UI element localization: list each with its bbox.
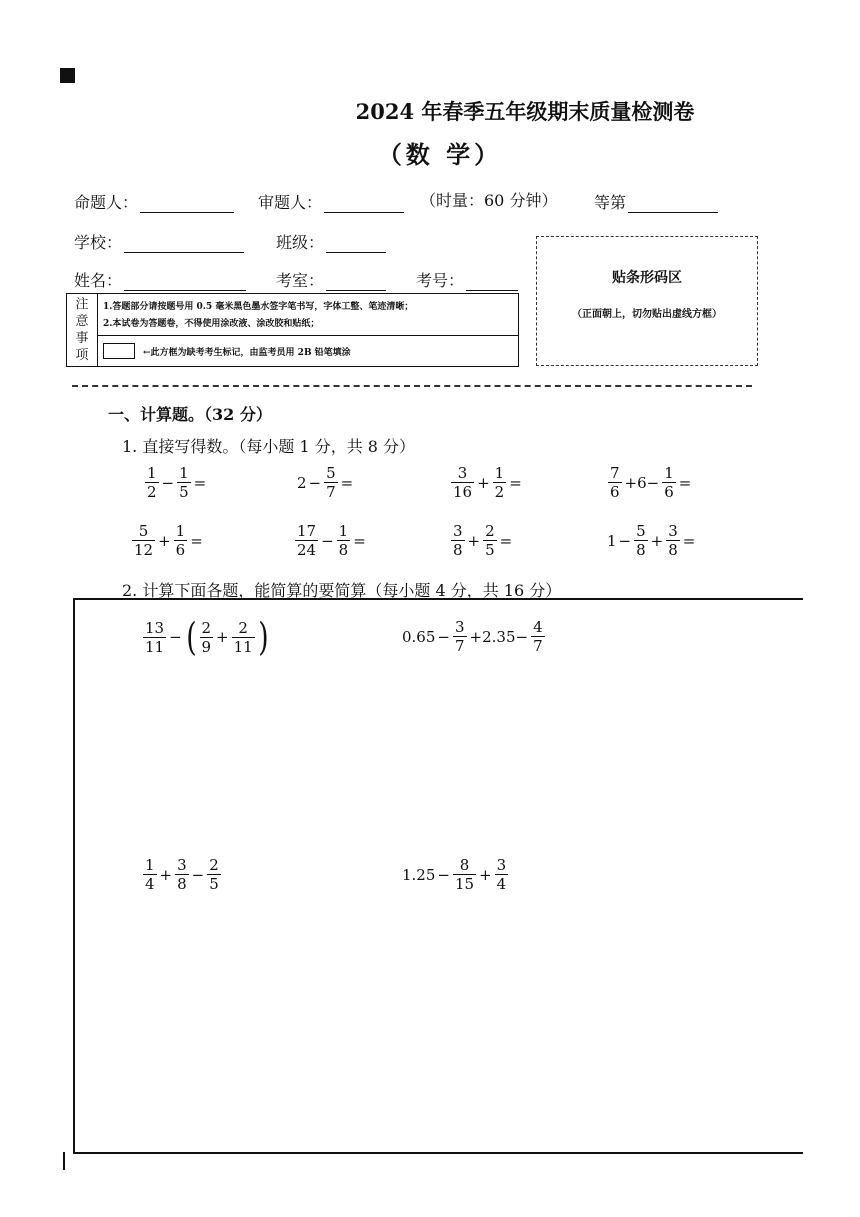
fraction — [666, 522, 680, 559]
numerator: 3 — [177, 856, 187, 874]
fraction — [493, 464, 507, 501]
numerator: 1 — [664, 464, 674, 482]
operator: − — [437, 627, 450, 646]
q1-expr — [607, 522, 697, 559]
numerator: 2 — [485, 522, 495, 540]
fraction — [177, 464, 191, 501]
q1-expr — [450, 522, 514, 559]
denominator: 15 — [454, 875, 475, 893]
school-label: 学校： — [74, 233, 123, 252]
fraction — [483, 522, 497, 559]
q1-expr — [450, 464, 524, 501]
numerator: 2 — [201, 618, 212, 637]
numerator: 8 — [459, 856, 470, 874]
denominator: 4 — [496, 875, 507, 893]
denominator: 8 — [338, 541, 349, 559]
notice-char: 注 — [75, 297, 89, 312]
name-label: 姓名： — [74, 271, 123, 290]
q1-expr — [607, 464, 693, 501]
q1-expr — [297, 464, 355, 501]
numerator: 5 — [636, 522, 646, 540]
absent-mark-box[interactable] — [103, 343, 135, 359]
notice-char: 事 — [75, 331, 89, 346]
notice-box — [66, 293, 519, 367]
operator: + — [159, 865, 173, 884]
setter-label: 命题人： — [74, 193, 139, 212]
operator: + — [479, 865, 492, 884]
number: 1.25 — [402, 865, 436, 884]
numerator: 1 — [175, 522, 186, 540]
reviewer-field — [258, 190, 404, 213]
number-field — [416, 268, 518, 291]
operator: = — [190, 531, 203, 550]
numerator: 4 — [533, 618, 543, 636]
question-2-title: 2. 计算下面各题，能简算的要简算（每小题 4 分，共 16 分） — [122, 581, 562, 600]
numerator: 13 — [145, 618, 165, 637]
operator: +6− — [624, 473, 660, 492]
operator: = — [340, 473, 354, 492]
name-blank[interactable] — [124, 276, 246, 291]
numerator: 3 — [454, 618, 465, 636]
fraction — [143, 619, 166, 656]
barcode-subtitle: （正面朝上，切勿贴出虚线方框） — [572, 309, 722, 320]
operator: = — [682, 531, 696, 550]
fraction — [295, 522, 318, 559]
notice-line-1: 1.答题部分请按题号用 0.5 毫米黑色墨水签字笔书写，字体工整、笔迹清晰； — [103, 302, 414, 312]
numerator: 3 — [453, 522, 463, 540]
notice-side-label — [67, 294, 98, 366]
operator: − — [308, 473, 322, 492]
fraction — [634, 522, 648, 559]
time-label: （时量：60 分钟） — [420, 191, 558, 210]
school-blank[interactable] — [124, 238, 244, 253]
denominator: 8 — [177, 875, 187, 893]
class-field — [276, 230, 386, 253]
notice-char: 项 — [75, 348, 89, 363]
numerator: 2 — [238, 618, 248, 637]
notice-char: 意 — [75, 314, 89, 329]
barcode-title: 贴条形码区 — [612, 270, 682, 286]
numerator: 7 — [610, 464, 620, 482]
fraction — [453, 856, 476, 893]
q2-expr — [402, 618, 546, 655]
parenthesis: ( — [185, 615, 197, 659]
fraction — [453, 618, 467, 655]
denominator: 8 — [453, 541, 463, 559]
time-field — [420, 188, 557, 211]
cut-line — [72, 385, 752, 387]
notice-line-2: 2.本试卷为答题卷，不得使用涂改液、涂改胶和贴纸； — [103, 319, 320, 329]
denominator: 6 — [175, 541, 186, 559]
numerator: 3 — [496, 856, 507, 874]
operator: − — [191, 865, 205, 884]
room-blank[interactable] — [326, 276, 386, 291]
denominator: 8 — [636, 541, 646, 559]
operator: + — [477, 473, 490, 492]
denominator: 6 — [610, 483, 620, 501]
fraction — [531, 618, 545, 655]
operator: + — [158, 531, 171, 550]
exam-subject: （数 学） — [377, 140, 503, 169]
denominator: 8 — [668, 541, 678, 559]
parenthesis: ) — [257, 615, 269, 659]
operator: = — [193, 473, 207, 492]
operator: = — [678, 473, 692, 492]
fraction — [207, 856, 221, 893]
grade-field — [594, 190, 718, 213]
operator: + — [467, 531, 481, 550]
class-blank[interactable] — [326, 238, 386, 253]
fraction — [132, 522, 155, 559]
denominator: 7 — [326, 483, 336, 501]
number: 0.65 — [402, 627, 436, 646]
numerator: 1 — [179, 464, 189, 482]
denominator: 7 — [533, 637, 543, 655]
q1-expr — [144, 464, 208, 501]
fraction — [495, 856, 509, 893]
operator: − — [321, 531, 334, 550]
q1-expr — [294, 522, 368, 559]
fraction — [143, 856, 157, 893]
operator: − — [161, 473, 175, 492]
q1-expr — [131, 522, 205, 559]
room-label: 考室： — [276, 271, 325, 290]
notice-divider — [97, 335, 518, 336]
school-field — [74, 230, 244, 253]
fraction — [451, 464, 474, 501]
exam-title: 2024 年春季五年级期末质量检测卷 — [355, 99, 695, 124]
section-1-title: 一、计算题。（32 分） — [108, 405, 272, 424]
denominator: 2 — [147, 483, 157, 501]
q2-expr — [142, 615, 271, 659]
denominator: 11 — [145, 637, 165, 656]
denominator: 4 — [145, 875, 155, 893]
numerator: 1 — [494, 464, 505, 482]
grade-blank[interactable] — [628, 198, 718, 213]
notice-line-3: ←此方框为缺考考生标记，由监考员用 2B 铅笔填涂 — [143, 347, 351, 358]
numerator: 5 — [138, 522, 149, 540]
numerator: 1 — [145, 856, 155, 874]
denominator: 2 — [494, 483, 505, 501]
number-label: 考号： — [416, 271, 465, 290]
bottom-margin-mark — [63, 1152, 65, 1170]
fraction — [451, 522, 465, 559]
grade-label: 等第 — [594, 193, 627, 212]
setter-blank[interactable] — [140, 198, 234, 213]
operator: + — [650, 531, 664, 550]
denominator: 7 — [454, 637, 465, 655]
fraction — [174, 522, 188, 559]
denominator: 5 — [485, 541, 495, 559]
numerator: 3 — [668, 522, 678, 540]
fraction — [337, 522, 351, 559]
denominator: 9 — [201, 637, 212, 656]
number: 1 — [607, 531, 617, 550]
operator: − — [618, 531, 632, 550]
fraction — [175, 856, 189, 893]
operator: − — [169, 628, 182, 646]
numerator: 17 — [297, 522, 317, 540]
q2-expr — [402, 856, 509, 893]
number: 2 — [297, 473, 307, 492]
numerator: 5 — [326, 464, 336, 482]
denominator: 16 — [453, 483, 473, 501]
room-field — [276, 268, 386, 291]
question-1-title: 1. 直接写得数。（每小题 1 分，共 8 分） — [122, 437, 416, 456]
absent-mark-row — [97, 343, 518, 359]
q2-expr — [142, 856, 222, 893]
barcode-area — [536, 236, 758, 366]
denominator: 6 — [664, 483, 674, 501]
fraction — [662, 464, 676, 501]
fraction — [324, 464, 338, 501]
operator: = — [509, 473, 522, 492]
denominator: 24 — [297, 541, 317, 559]
operator: +2.35− — [469, 627, 529, 646]
fraction — [232, 619, 255, 656]
reviewer-label: 审题人： — [258, 193, 323, 212]
corner-marker — [60, 68, 75, 83]
operator: = — [353, 531, 366, 550]
numerator: 2 — [209, 856, 219, 874]
numerator: 3 — [457, 464, 468, 482]
fraction — [608, 464, 622, 501]
denominator: 12 — [134, 541, 154, 559]
fraction — [200, 619, 214, 656]
numerator: 1 — [338, 522, 349, 540]
operator: = — [499, 531, 513, 550]
operator: − — [437, 865, 450, 884]
denominator: 11 — [233, 637, 253, 656]
fraction — [145, 464, 159, 501]
class-label: 班级： — [276, 233, 325, 252]
name-field — [74, 268, 246, 291]
setter-field — [74, 190, 234, 213]
number-blank[interactable] — [466, 276, 518, 291]
numerator: 1 — [147, 464, 157, 482]
operator: + — [216, 628, 229, 646]
reviewer-blank[interactable] — [324, 198, 404, 213]
denominator: 5 — [179, 483, 189, 501]
denominator: 5 — [209, 875, 219, 893]
